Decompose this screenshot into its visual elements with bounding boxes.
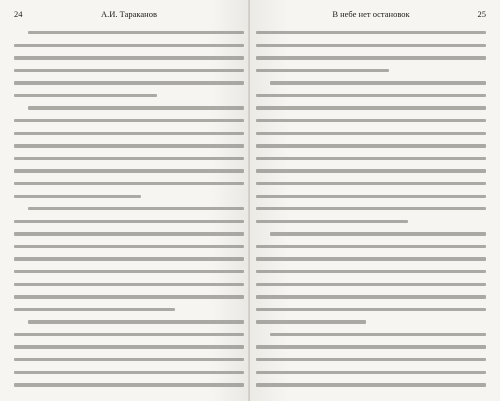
text-line: [14, 283, 244, 286]
text-line: [256, 157, 486, 160]
text-line: [256, 308, 486, 311]
text-line: [256, 144, 486, 147]
text-line: [256, 132, 486, 135]
text-line: [256, 383, 486, 386]
text-line: [256, 195, 486, 198]
text-line: [256, 283, 486, 286]
text-line: [28, 31, 244, 34]
text-line: [270, 232, 486, 235]
text-line: [256, 169, 486, 172]
text-line: [28, 320, 244, 323]
text-line: [256, 119, 486, 122]
text-line: [256, 270, 486, 273]
text-line: [256, 56, 486, 59]
text-line: [256, 69, 389, 72]
text-line: [14, 69, 244, 72]
left-page-number: 24: [14, 9, 23, 19]
text-line: [256, 31, 486, 34]
text-line: [256, 245, 486, 248]
text-line: [14, 383, 244, 386]
text-line: [14, 270, 244, 273]
text-line: [14, 44, 244, 47]
text-line: [256, 207, 486, 210]
text-line: [256, 106, 486, 109]
text-line: [14, 257, 244, 260]
text-line: [256, 182, 486, 185]
text-line: [14, 232, 244, 235]
text-line: [14, 345, 244, 348]
text-line: [14, 295, 244, 298]
left-running-title: А.И. Тараканов: [100, 9, 157, 19]
text-line: [14, 157, 244, 160]
text-line: [256, 44, 486, 47]
right-page-number: 25: [477, 9, 486, 19]
text-line: [14, 358, 244, 361]
text-line: [14, 132, 244, 135]
text-line: [14, 195, 141, 198]
text-line: [14, 94, 157, 97]
right-running-title: В небе нет остановок: [332, 9, 410, 19]
text-line: [28, 207, 244, 210]
text-line: [270, 333, 486, 336]
text-line: [256, 320, 366, 323]
text-line: [28, 106, 244, 109]
left-running-head: [14, 6, 244, 22]
left-body-text: [14, 31, 244, 387]
text-line: [14, 371, 244, 374]
text-line: [14, 81, 244, 84]
text-line: [14, 220, 244, 223]
text-line: [14, 308, 175, 311]
text-line: [14, 56, 244, 59]
text-line: [14, 119, 244, 122]
right-running-head: [256, 6, 486, 22]
text-line: [256, 94, 486, 97]
text-line: [256, 371, 486, 374]
text-line: [256, 295, 486, 298]
text-line: [256, 257, 486, 260]
text-line: [14, 169, 244, 172]
right-body-text: [256, 31, 486, 387]
text-line: [256, 220, 408, 223]
text-line: [14, 245, 244, 248]
text-line: [256, 345, 486, 348]
text-line: [14, 182, 244, 185]
text-line: [270, 81, 486, 84]
text-line: [256, 358, 486, 361]
right-page: [250, 0, 500, 401]
text-line: [14, 333, 244, 336]
text-line: [14, 144, 244, 147]
